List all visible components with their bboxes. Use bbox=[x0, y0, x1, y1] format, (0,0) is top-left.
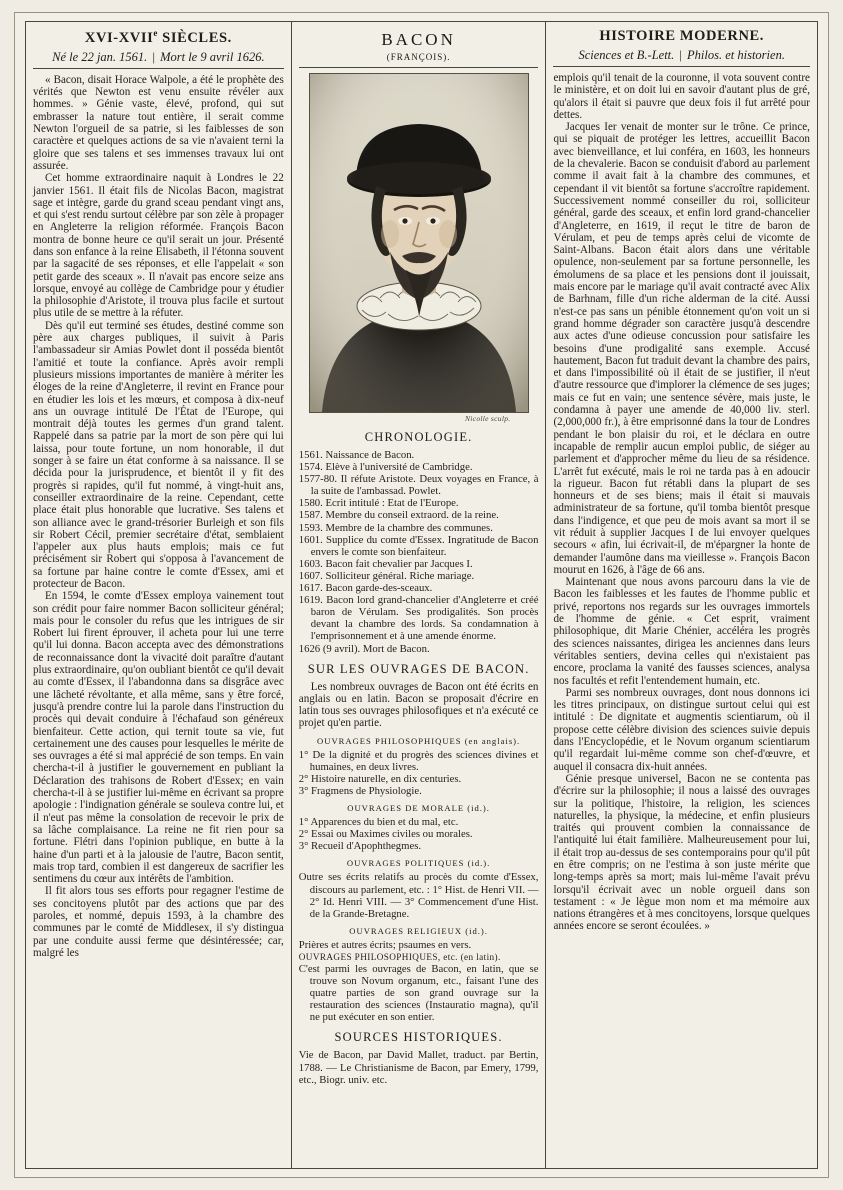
source-entry: Vie de Bacon, par David Mallet, traduct. par Bertin, 1788. — Le Christianisme de Bacon, par Emery, 1799, etc., Biogr. univ. etc. bbox=[298, 1049, 539, 1086]
subject-firstname: (FRANÇOIS). bbox=[386, 52, 451, 62]
works-group-title: OUVRAGES PHILOSOPHIQUES (en anglais). bbox=[317, 735, 521, 746]
work-item: Outre ses écrits relatifs au procès du comte d'Essex, discours au parlement, etc. : 1° Hist. de Henri VII. — 2° Id. Henri VIII. — 3° Commencement d'une Hist. de la Grande-Bretagne. bbox=[298, 871, 539, 920]
engraver-credit: Nicolle sculp. bbox=[465, 414, 511, 423]
century-title-sup: e bbox=[153, 28, 158, 38]
right-paragraph: emplois qu'il tenait de la couronne, il vota souvent contre le ministère, et on doit lui en savoir d'autant plus de gré, qu'alors il était si pauvre que deux fois il fut arrêté pour dettes. bbox=[553, 72, 810, 121]
chronology-entry: 1593. Membre de la chambre des communes. bbox=[298, 521, 493, 534]
right-paragraph: Jacques Ier venait de monter sur le trône. Ce prince, qui se piquait de protéger les lettres, accueillit Bacon avec bienveillance, et lui conféra, en 1603, les honneurs de la chevalerie. Bacon se conduisit d'abord au parlement comme il avait fait à la chambre des communes, et cependant il vit bientôt sa fortune s'accroître rapidement. Successivement nommé conseiller du roi, solliciteur général, garde des sceaux, et enfin lord grand-chancelier d'Angleterre, en 1619, il reçut le titre de baron de Vérulam, et peu de temps après celui de vicomte de Saint-Albans. Bacon était alors dans une véritable opulence, non-seulement par sa fortune personnelle, les émolumens de sa place et les pensions dont il jouissait, mais encore par le mariage qu'il avait contracté avec Alix de Barhnam, fille d'un riche alderman de la cité. Aussi n'est-ce pas sans un pénible étonnement qu'on voit un si grand homme dégrader son caractère jusqu'à descendre aux actes d'une odieuse concussion pour satisfaire les besoins d'une prodigalité sans exemple. Accusé hautement, Bacon fut traduit devant la chambre des pairs, et dans l'impossibilité où il était de se justifier, il n'eut d'autre ressource que d'implorer la clémence de ses juges; mais ce fut en vain; une sentence sévère, mais juste, le condamna à payer une amende de 40,000 liv. sterl. (2,000,000 fr.), à être emprisonné dans la tour de Londres pendant le bon plaisir du roi, et le déclara en outre incapable de remplir aucun emploi public, de siéger au parlement et d'approcher même du lieu de sa résidence. L'arrêt fut exécuté, mais le roi ne tarda pas à en adoucir la rigueur. Bacon fut rétabli dans la plupart de ses honneurs et de ses biens; mais il était si mauvais administrateur de sa fortune, qu'il tomba bientôt presque dans l'indigence, et que peu de mois avant sa mort il se vit réduit à supplier Jacques I de lui envoyer quelques secours « afin, lui écrivait-il, de m'épargner la honte de demander l'aumône dans ma vieillesse ». François Bacon mourut en 1626, à l'âge de 66 ans. bbox=[553, 121, 810, 576]
portrait-figure bbox=[299, 73, 539, 423]
left-paragraph: Cet homme extraordinaire naquit à Londres le 22 janvier 1561. Il était fils de Nicolas Bacon, magistrat sage et intègre, garde du grand sceau pendant vingt ans, et qui s'est rendu surtout célèbre par son zèle à propager en Angleterre la religion réformée. François Bacon montra de bonne heure ce qu'il serait un jour. Présenté dans son enfance à la reine Elisabeth, il l'étonna souvent par la sagacité de ses réponses, et elle l'appelait « son petit garde des sceaux ». Il n'avait pas encore seize ans lorsque, envoyé au collège de Cambridge pour y étudier la philosophie d'Aristote, il trouva plus facile et surtout plus utile de se mettre à la réfuter. bbox=[33, 172, 284, 320]
work-item: 3° Fragmens de Physiologie. bbox=[298, 785, 422, 798]
works-group-title: OUVRAGES DE MORALE (id.). bbox=[347, 803, 490, 814]
death-date: Mort le 9 avril 1626. bbox=[160, 49, 265, 64]
right-column bbox=[546, 22, 817, 1168]
right-paragraph: Maintenant que nous avons parcouru dans la vie de Bacon les faiblesses et les fautes de l'homme public et privé, reportons nos regards sur les ouvrages immortels de l'homme de génie. « Cet esprit, vraiment philosophique, dit Marie Chénier, accéléra les progrès des sciences naissantes, dirigea les anciennes dans leurs véritables sentiers, devina celles qui n'existaient pas encore, proclama la vanité des fausses sciences, analysa nos facultés et refit l'entendement humain, etc. bbox=[553, 576, 810, 687]
section-subtitle bbox=[553, 48, 810, 63]
chronology-heading: CHRONOLOGIE. bbox=[364, 430, 473, 444]
left-paragraph: En 1594, le comte d'Essex employa vainement tout son crédit pour faire nommer Bacon solliciteur général; mais pour le consoler du refus que les intrigues de sir Robert lui firent éprouver, il acheta pour lui une terre qu'il lui donna. Bacon accepta avec des démonstrations de reconnaissance dont la vivacité doit paraître d'autant plus extraordinaire, qu'on oubliant bientôt ce qu'il devait au comte d'Essex, il l'abandonna dans sa disgrâce avec une lâcheté révoltante, et alla même, sans y être forcé, jusqu'à prendre contre lui la parole dans l'instruction du procès qui devait conduire à l'échafaud son généreux bienfaiteur. Cette action, qui ternit toute sa vie, fut certainement une des causes pour lesquelles le mérite de ses ouvrages a été si mal apprécié de son temps. En vain chercha-t-il à justifier le gouvernement en publiant la Déclaration des trahisons de Robert d'Essex; en vain chercha-t-il à se justifier lui-même en écrivant sa propre apologie : l'indignation générale se souleva contre lui, et il n'eut pas même la consolation de recevoir le prix de sa lâche complaisance. La reine ne fit rien pour sa fortune. Flétri dans l'opinion publique, en butte à la haine d'un parti et à la jalousie de l'autre, Bacon sentit, mais trop tard, combien il est dangereux de sacrifier les sentimens du cœur aux intérêts de l'ambition. bbox=[33, 590, 284, 886]
section-subtitle-left: Sciences et B.-Lett. bbox=[578, 48, 675, 62]
portrait-engraving-icon bbox=[310, 74, 528, 412]
sources-heading: SOURCES HISTORIQUES. bbox=[334, 1030, 503, 1045]
right-paragraph: Génie presque universel, Bacon ne se contenta pas d'écrire sur la philosophie; il nous a laissé des ouvrages sur la politique, l'histoire, la religion, les sciences naturelles, la physique, la médecine, et enfin plusieurs traités qui prouvent combien la connaissance de l'antiquité lui était familière. Malheureusement pour lui, il était trop au-dessus de ses contemporains pour qu'il pût en être compris; on ne l'estima à son juste mérite que long-temps après sa mort; mais lui-même l'avait prévu lorsqu'il écrivait avec un noble orgueil dans son testament : « Je lègue mon nom et ma mémoire aux nations étrangères et à mes concitoyens, lorsque quelques années encore se seront écoulées. » bbox=[553, 772, 810, 933]
work-item: C'est parmi les ouvrages de Bacon, en latin, que se trouve son Novum organum, etc., faisant l'une des quatre parties de son grand ouvrage sur la restauration des sciences (Instauratio magna), qu'il ne put exécuter en son entier. bbox=[298, 963, 539, 1024]
works-group-title: OUVRAGES RELIGIEUX (id.). bbox=[349, 925, 488, 936]
subject-header bbox=[299, 30, 539, 68]
work-item: Prières et autres écrits; psaumes en vers. bbox=[298, 938, 472, 951]
portrait-of-francis-bacon bbox=[309, 73, 529, 413]
left-column bbox=[26, 22, 292, 1168]
chronology-entry: 1603. Bacon fait chevalier par Jacques I. bbox=[298, 557, 473, 570]
chronology-entry: 1574. Elève à l'université de Cambridge. bbox=[298, 461, 473, 474]
works-intro: Les nombreux ouvrages de Bacon ont été écrits en anglais ou en latin. Bacon se proposait d'écrire en latin tous ses ouvrages philosofiques et n'a exécuté ce projet qu'en partie. bbox=[298, 680, 539, 730]
chronology-entry: 1601. Supplice du comte d'Essex. Ingratitude de Bacon envers le comte son bienfaiteur. bbox=[298, 533, 539, 558]
left-paragraph: Il fit alors tous ses efforts pour regagner l'estime de ses concitoyens plutôt par des actions que par des paroles, et nommé, depuis 1593, à la chambre des communes par le comté de Middlesex, il s'y distingua par une conduite aussi ferme que désintéressée; car, malgré les bbox=[33, 885, 284, 959]
chronology-entry: 1587. Membre du conseil extraord. de la reine. bbox=[298, 509, 499, 522]
chronology-entry: 1619. Bacon lord grand-chancelier d'Angleterre et créé baron de Vérulam. Ses prodigalités. Son procès devant la chambre des lords. Sa condamnation à l'emprisonnement et à une amende énorme. bbox=[298, 594, 539, 643]
left-paragraph: « Bacon, disait Horace Walpole, a été le prophète des vérités que Newton est venu ensuite révéler aux hommes. » Génie vaste, élevé, profond, qui sut embrasser la nature tout entière, il serait comme Newton l'orgueil de sa patrie, si les faiblesses de son caractère et quelques actions de sa vie n'avaient terni la gloire que ses talens et ses immenses travaux lui ont assurée. bbox=[33, 73, 284, 172]
section-title: HISTOIRE MODERNE. bbox=[599, 28, 765, 44]
section-subtitle-separator: | bbox=[679, 48, 682, 62]
left-paragraph: Dès qu'il eut terminé ses études, destiné comme son père aux charges publiques, il suivit à Paris l'ambassadeur sir Amias Powlet dont il posséda bientôt l'amitié et toute la confiance. Après avoir rempli plusieurs missions importantes de manière à mériter les éloges de la reine d'Angleterre, il revint en France pour en étudier les lois et les mœurs, et composa à dix-neuf ans un ouvrage intitulé De l'État de l'Europe, qui montrait déjà toutes les germes d'un grand talent. Rappelé dans sa patrie par la mort de son père qui lui laissa, pour toute fortune, un nom honorable, il dut songer à se faire un état conforme à sa naissance. Il se décida pour la jurisprudence, et bientôt il y fit des progrès si rapides, qu'il fut nommé, à vingt-huit ans, conseiller extraordinaire de la reine. Cependant, cette place était plus honorable que lucrative. Ses talens et son alliance avec le grand-trésorier Burleigh et son fils sir Robert Cécil, premier secrétaire d'état, semblaient l'appeler aux plus hauts emplois; mais ce fut précisément sir Robert qui s'opposa à l'avancement de sa fortune par haine contre le comte d'Essex, ami et protecteur de Bacon. bbox=[33, 319, 284, 590]
chronology-entry: 1626 (9 avril). Mort de Bacon. bbox=[298, 642, 430, 655]
work-item: 1° Apparences du bien et du mal, etc. bbox=[298, 816, 459, 829]
work-item: 3° Recueil d'Apophthegmes. bbox=[298, 840, 422, 853]
subject-name: BACON bbox=[381, 30, 456, 49]
chronology-entry: 1580. Ecrit intitulé : Etat de l'Europe. bbox=[298, 497, 459, 510]
work-item: 2° Essai ou Maximes civiles ou morales. bbox=[298, 828, 473, 841]
chronology-entry: 1607. Solliciteur général. Riche mariage. bbox=[298, 569, 475, 582]
right-paragraph: Parmi ses nombreux ouvrages, dont nous donnons ici les titres principaux, on distingue surtout celui qui est intitulé : De dignitate et augmentis scientiarum, où il propose cette célèbre division des sciences suivie depuis dans l'Encyclopédie, et le Novum organum scientiarum qu'il regardait lui-même comme son chef-d'œuvre, et auquel il consacra dix-huit années. bbox=[553, 686, 810, 773]
work-item: OUVRAGES PHILOSOPHIQUES, etc. (en latin). bbox=[298, 951, 501, 962]
century-title-main: XVI-XVII bbox=[84, 29, 154, 46]
chronology-entry: 1561. Naissance de Bacon. bbox=[298, 449, 415, 461]
works-group-title: OUVRAGES POLITIQUES (id.). bbox=[346, 858, 491, 869]
century-title bbox=[33, 28, 284, 47]
century-title-rest: SIÈCLES. bbox=[157, 29, 232, 46]
middle-column bbox=[292, 22, 547, 1168]
birth-date: Né le 22 jan. 1561. bbox=[52, 49, 148, 64]
right-column-header bbox=[553, 28, 810, 67]
left-column-header bbox=[33, 28, 284, 69]
section-subtitle-right: Philos. et historien. bbox=[687, 48, 785, 62]
three-column-frame bbox=[25, 21, 818, 1169]
document-sheet bbox=[14, 12, 829, 1178]
chronology-entry: 1617. Bacon garde-des-sceaux. bbox=[298, 582, 433, 595]
work-item: 1° De la dignité et du progrès des sciences divines et humaines, en deux livres. bbox=[298, 748, 539, 773]
works-heading: SUR LES OUVRAGES DE BACON. bbox=[307, 661, 530, 676]
header-separator: | bbox=[152, 49, 155, 64]
life-dates bbox=[33, 50, 284, 65]
work-item: 2° Histoire naturelle, en dix centuries. bbox=[298, 772, 462, 785]
chronology-entry: 1577-80. Il réfute Aristote. Deux voyages en France, à la suite de l'ambassad. Powlet. bbox=[298, 473, 539, 498]
